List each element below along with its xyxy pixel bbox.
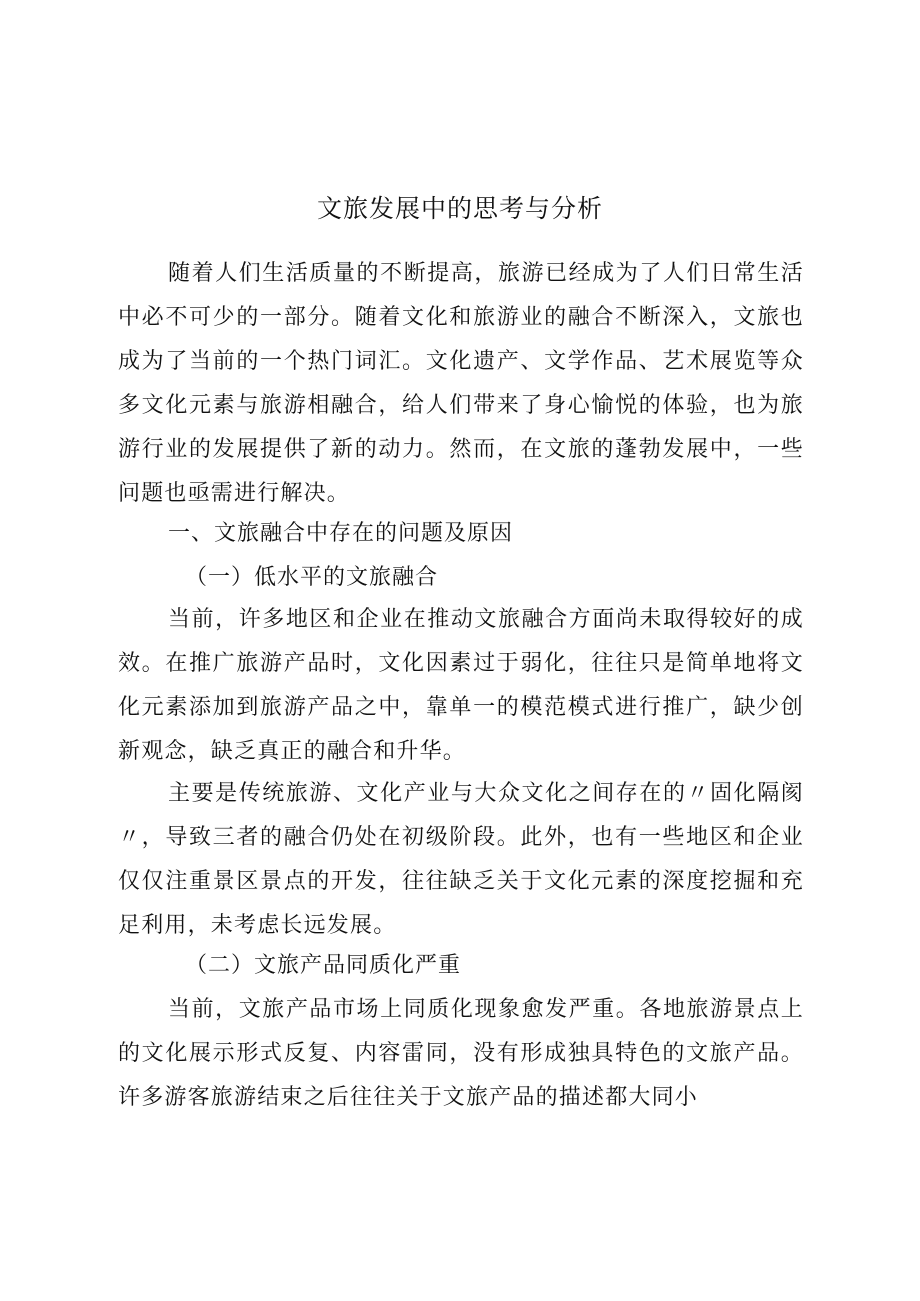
subsection-heading-2: （二）文旅产品同质化严重 [185,953,462,978]
intro-paragraph: 随着人们生活质量的不断提高，旅游已经成为了人们日常生活中必不可少的一部分。随着文化和旅游业的融合不断深入，文旅也成为了当前的一个热门词汇。文化遗产、文学作品、艺术展览等众多文化元素与旅游相融合，给人们带来了身心愉悦的体验，也为旅游行业的发展提供了新的动力。然而，在文旅的蓬勃发展中，一些问题也亟需进行解决。 [118,261,804,506]
subsection-2-paragraph-1: 当前，文旅产品市场上同质化现象愈发严重。各地旅游景点上的文化展示形式反复、内容雷同，没有形成独具特色的文旅产品。许多游客旅游结束之后往往关于文旅产品的描述都大同小 [118,997,804,1110]
document-title: 文旅发展中的思考与分析 [316,194,603,223]
subsection-1-paragraph-1: 当前，许多地区和企业在推动文旅融合方面尚未取得较好的成效。在推广旅游产品时，文化因素过于弱化，往往只是简单地将文化元素添加到旅游产品之中，靠单一的模范模式进行推广，缺少创新观念，缺乏真正的融合和升华。 [118,607,804,764]
section-heading-1: 一、文旅融合中存在的问题及原因 [168,521,514,546]
subsection-heading-1: （一）低水平的文旅融合 [185,565,439,590]
subsection-1-paragraph-2: 主要是传统旅游、文化产业与大众文化之间存在的〃固化隔阂〃，导致三者的融合仍处在初级阶段。此外，也有一些地区和企业仅仅注重景区景点的开发，往往缺乏关于文化元素的深度挖掘和充足利用，未考虑长远发展。 [118,781,804,938]
